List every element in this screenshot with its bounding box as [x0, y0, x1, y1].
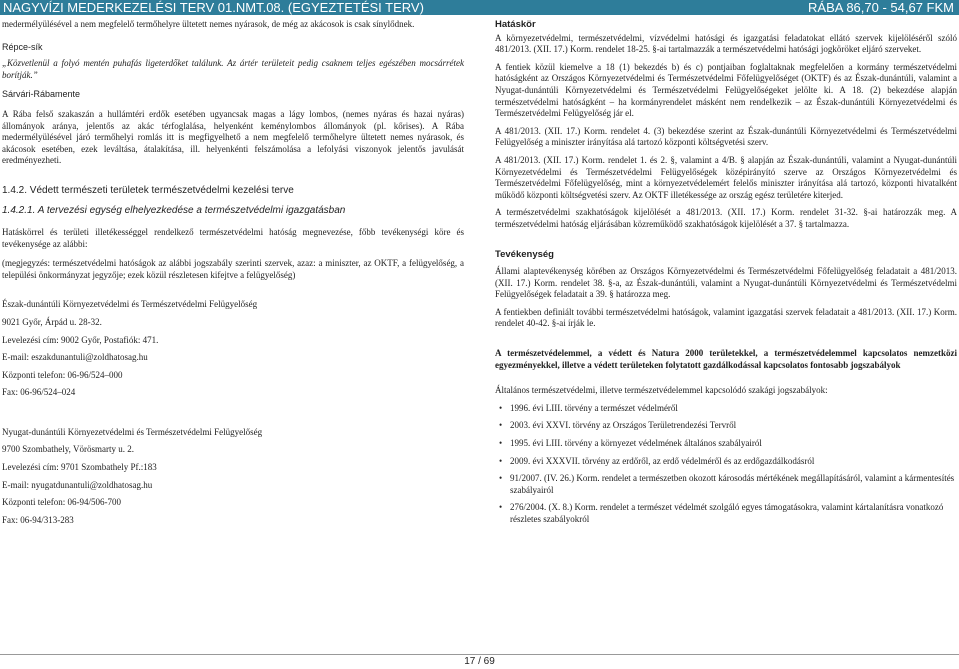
org-email: E-mail: nyugatdunantuli@zoldhatosag.hu	[2, 479, 153, 490]
header-document-title: NAGYVÍZI MEDERKEZELÉSI TERV 01.NMT.08. (EGYEZTETÉSI TERV)	[3, 0, 424, 15]
paragraph: A fentiek közül kiemelve a 18 (1) bekezdés b) és c) pontjaiban foglaltaknak megfelelően a kormány természetvédelmi hatóságként az Országos Környezetvédelmi és Természetvédelmi Főfelügyelőséget (OKTF) és az Észak-dunántúli, valamint a Nyugat-dunántúli Környezetvédelmi és Természetvédelmi Felügyelőségeket jelölte ki. A 18. (2) bekezdése alapján természetvédelmi hatóságként – ha kormányrendelet másként nem rendelkezik – az Észak-dunántúli Környezetvédelmi és Természetvédelmi Felügyelőség jár el.	[495, 61, 957, 119]
paragraph: medermélyülésével a nem megfelelő termőhelyre ültetett nemes nyárasok, de még az akácosok is csak sínylődnek.	[2, 19, 415, 29]
paragraph: A fentiekben definiált további természetvédelmi hatóságok, valamint igazgatási szervek feladatait a 481/2013. (XII. 17.) Korm. rendelet 40-42. §-ai írják le.	[495, 306, 957, 329]
document-header	[0, 0, 959, 15]
paragraph: A környezetvédelmi, természetvédelmi, vízvédelmi hatósági és igazgatási feladatokat ellátó szervek kijelöléséről szóló 481/2013. (XII. 17.) Korm. rendelet 18-25. §-ai tartalmazzák a természetvédelmi hatósági jogköröket eljáró szerveket.	[495, 32, 957, 55]
paragraph: A 481/2013. (XII. 17.) Korm. rendelet 4. (3) bekezdése szerint az Észak-dunántúli Környezetvédelmi és Természetvédelmi Felügyelőség a miniszter irányítása alá tartozó központi költségvetési szerv.	[495, 125, 957, 148]
org-block-eszak	[2, 299, 464, 399]
paragraph-text: A Rába felső szakaszán a hullámtéri erdők esetében ugyancsak magas a lágy lombos, (nemes nyáras és hazai nyáras) állományok aránya, jelentős az akác térfoglalása, helyenként keménylombos állományok (pl. kőrises).	[2, 108, 464, 131]
org-email: E-mail: eszakdunantuli@zoldhatosag.hu	[2, 352, 148, 363]
subsection-heading: 1.4.2.1. A tervezési egység elhelyezkedése a természetvédelmi igazgatásban	[2, 204, 346, 216]
left-column	[2, 19, 464, 526]
law-list-item: • 2003. évi XXVI. törvény az Országos Területrendezési Tervről	[495, 420, 957, 432]
paragraph: Hatáskörrel és területi illetékességgel rendelkező természetvédelmi hatóság megnevezése, főbb tevékenységi köre és tevékenysége az alábbi:	[2, 226, 464, 249]
paragraph: Állami alaptevékenység körében az Országos Környezetvédelmi és Természetvédelmi Főfelügyelőség feladatait a 481/2013. (XII. 17.) Korm. rendelet 38. §-a, az Észak-dunántúli, valamint a Nyugat-dunántúli Környezetvédelmi és Természetvédelmi Felügyelőségek feladatait a 39. § határozza meg.	[495, 266, 957, 300]
page-number: 17 / 69	[464, 656, 495, 667]
page-footer	[0, 654, 959, 669]
right-column	[495, 19, 957, 526]
note-paragraph: (megjegyzés: természetvédelmi hatóságok az alábbi jogszabály szerinti szervek, azaz: a miniszter, az OKTF, a felügyelőség, a települési önkormányzat jegyzője; ezek közül részletesen kifejtve a felügyelőség)	[2, 258, 464, 280]
law-list-item: • 91/2007. (IV. 26.) Korm. rendelet a természetben okozott károsodás mértékének megállapításáról, valamint a kármentesítés szabályairól	[495, 473, 957, 496]
bold-section-title: A természetvédelemmel, a védett és Natura 2000 területekkel, a természetvédelemmel kapcsolatos nemzetközi egyezményekkel, illetve a védett területeken folytatott gazdálkodással kapcsolatos fontosabb jogszabályok	[495, 348, 957, 370]
org-address: 9021 Győr, Árpád u. 28-32.	[2, 316, 102, 327]
org-block-nyugat	[2, 427, 464, 527]
quote-paragraph: „Közvetlenül a folyó mentén puhafás ligeterdőket találunk. Az ártér területeit pedig csaknem teljes egészében mocsárrétek borítják.”	[2, 58, 464, 80]
section-heading: 1.4.2. Védett természeti területek természetvédelmi kezelési terve	[2, 184, 294, 196]
org-name: Nyugat-dunántúli Környezetvédelmi és Természetvédelmi Felügyelőség	[2, 426, 263, 437]
header-river-section: RÁBA 86,70 - 54,67 FKM	[808, 0, 954, 15]
law-list	[495, 403, 957, 526]
paragraph: Általános természetvédelmi, illetve természetvédelemmel kapcsolódó szakági jogszabályok:	[495, 385, 828, 396]
org-phone: Központi telefon: 06-94/506-700	[2, 497, 121, 508]
section-heading-hataskor: Hatáskör	[495, 19, 536, 30]
org-postal: Levelezési cím: 9701 Szombathely Pf.:183	[2, 462, 157, 473]
org-phone: Központi telefon: 06-96/524–000	[2, 369, 123, 380]
org-fax: Fax: 06-96/524–024	[2, 387, 76, 398]
org-fax: Fax: 06-94/313-283	[2, 514, 74, 525]
paragraph	[2, 109, 464, 167]
law-list-item: • 276/2004. (X. 8.) Korm. rendelet a természet védelmét szolgáló egyes támogatásokra, valamint kártalanításra vonatkozó részletes szabályokról	[495, 502, 957, 525]
paragraph: A 481/2013. (XII. 17.) Korm. rendelet 1. és 2. §, valamint a 4/B. § alapján az Észak-dunántúli, valamint a Nyugat-dunántúli Környezetvédelmi és Természetvédelmi Felügyelőségek közép​irányító szerve az Országos Környezetvédelmi és Természetvédelmi Főfelügyelőség, mint a környezetvédelemért felelős miniszter irányítása alá tartozó, központi hivatalként működő központi költségvetési szerv. Az OKTF illetékessége az ország egész területére kiterjed.	[495, 154, 957, 200]
section-heading-tevekenyseg: Tevékenység	[495, 248, 554, 260]
org-name: Észak-dunántúli Környezetvédelmi és Természetvédelmi Felügyelőség	[2, 299, 258, 310]
org-postal: Levelezési cím: 9002 Győr, Postafiók: 471.	[2, 334, 159, 345]
law-list-item: • 2009. évi XXXVII. törvény az erdőről, az erdő védelméről és az erdőgazdálkodásról	[495, 456, 957, 468]
paragraph-text: A Rába medermélyülésével járó termőhelyi romlás itt is megfigyelhető a nem megfelelő termőhelyre ültetett nemes nyárasok, és akácosok esetében, ezek leváltása, átalakítása, ill. helyenkénti felszámolása a lefolyási viszonyok jelentős javulását eredményezheti.	[2, 120, 465, 166]
org-address: 9700 Szombathely, Vörösmarty u. 2.	[2, 444, 134, 455]
region-title: Répce-sík	[2, 41, 43, 52]
law-list-item: • 1996. évi LIII. törvény a természet védelméről	[495, 403, 957, 415]
paragraph: A természetvédelmi szakhatóságok kijelölését a 481/2013. (XII. 17.) Korm. rendelet 31-32. §-ai határozzák meg. A természetvédelmi hatóság eljárásában közreműködő szakhatóságok kijelölését a 37. § tartalmazza.	[495, 207, 957, 229]
region-title: Sárvári-Rábamente	[2, 89, 81, 100]
law-list-item: • 1995. évi LIII. törvény a környezet védelmének általános szabályairól	[495, 438, 957, 450]
